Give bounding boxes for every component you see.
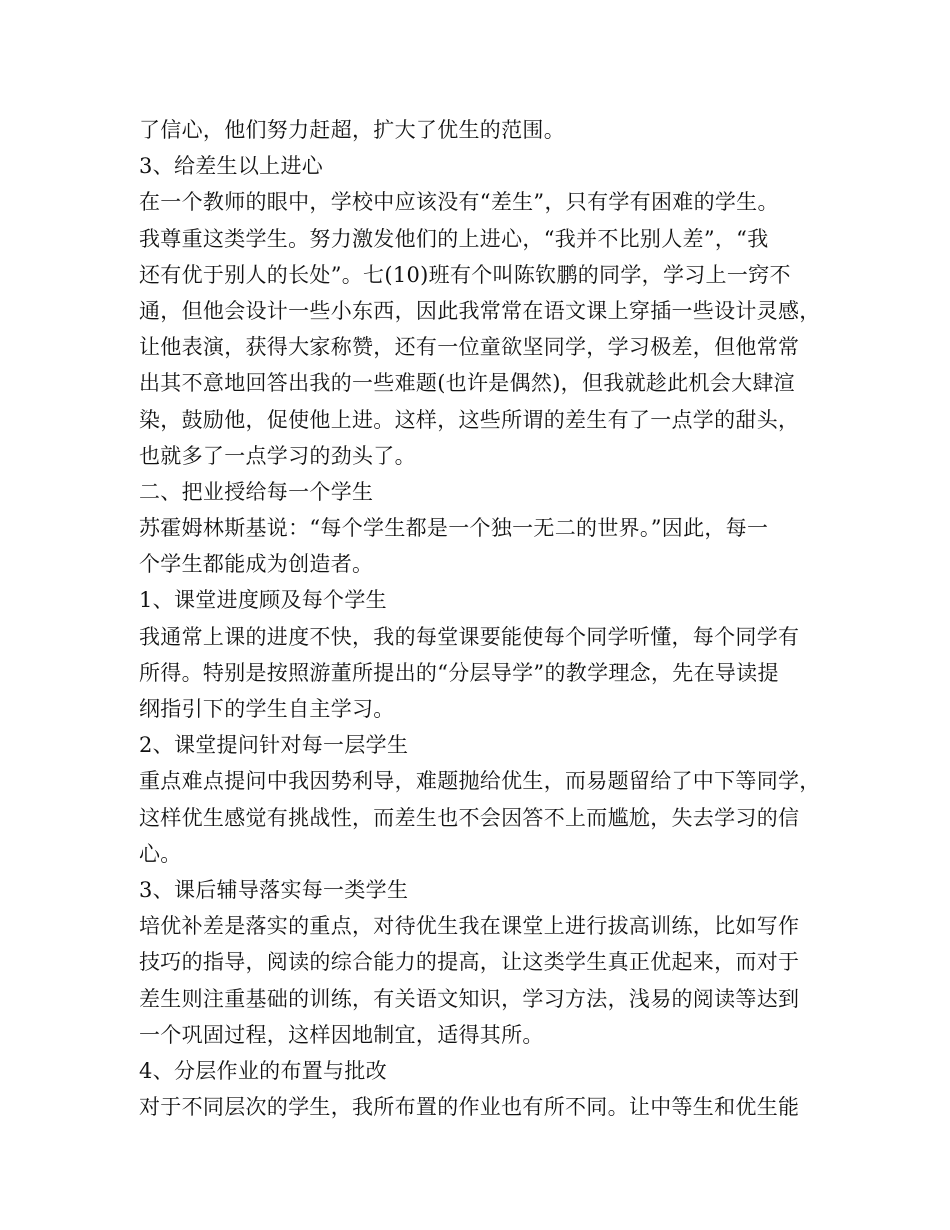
section-heading: 二、把业授给每一个学生	[139, 479, 374, 504]
document-body	[139, 112, 829, 1125]
text-line: 所得。特别是按照游董所提出的“分层导学”的教学理念，先在导读提	[139, 660, 779, 685]
text-line: 了信心，他们努力赶超，扩大了优生的范围。	[139, 118, 565, 142]
text-line: 个学生都能成为创造者。	[139, 552, 374, 577]
text-line: 差生则注重基础的训练，有关语文知识，学习方法，浅易的阅读等达到	[139, 986, 800, 1011]
section-heading: 4、分层作业的布置与批改	[139, 1058, 387, 1083]
text-line: 我尊重这类学生。努力激发他们的上进心，“我并不比别人差”，“我	[139, 226, 769, 251]
section-heading: 2、课堂提问针对每一层学生	[139, 733, 409, 758]
text-line: 我通常上课的进度不快，我的每堂课要能使每个同学听懂，每个同学有	[139, 624, 800, 649]
text-line: 出其不意地回答出我的一些难题(也许是偶然)，但我就趁此机会大肆渲	[139, 371, 795, 396]
text-line: 苏霍姆林斯基说：“每个学生都是一个独一无二的世界。”因此，每一	[139, 516, 769, 541]
text-line: 在一个教师的眼中，学校中应该没有“差生”，只有学有困难的学生。	[139, 190, 779, 215]
text-line: 通，但他会设计一些小东西，因此我常常在语文课上穿插一些设计灵感，	[139, 298, 821, 323]
text-line: 心。	[139, 841, 182, 866]
section-heading: 3、课后辅导落实每一类学生	[139, 877, 409, 902]
text-line: 对于不同层次的学生，我所布置的作业也有所不同。让中等生和优生能	[139, 1095, 800, 1120]
section-heading: 1、课堂进度顾及每个学生	[139, 588, 387, 613]
section-heading: 3、给差生以上进心	[139, 154, 324, 179]
text-line: 培优补差是落实的重点，对待优生我在课堂上进行拔高训练，比如写作	[139, 914, 800, 939]
text-line: 一个巩固过程，这样因地制宜，适得其所。	[139, 1022, 544, 1047]
text-line: 纲指引下的学生自主学习。	[139, 697, 395, 721]
text-line: 也就多了一点学习的劲头了。	[139, 443, 416, 468]
text-line: 这样优生感觉有挑战性，而差生也不会因答不上而尴尬，失去学习的信	[139, 805, 800, 830]
text-line: 重点难点提问中我因势利导，难题抛给优生，而易题留给了中下等同学，	[139, 769, 821, 794]
text-line: 技巧的指导，阅读的综合能力的提高，让这类学生真正优起来，而对于	[139, 950, 800, 975]
text-line: 染，鼓励他，促使他上进。这样，这些所谓的差生有了一点学的甜头，	[139, 407, 800, 432]
text-line: 还有优于别人的长处”。七(10)班有个叫陈钦鹏的同学，学习上一窍不	[139, 262, 791, 287]
text-line: 让他表演，获得大家称赞，还有一位童欲坚同学，学习极差，但他常常	[139, 335, 800, 360]
